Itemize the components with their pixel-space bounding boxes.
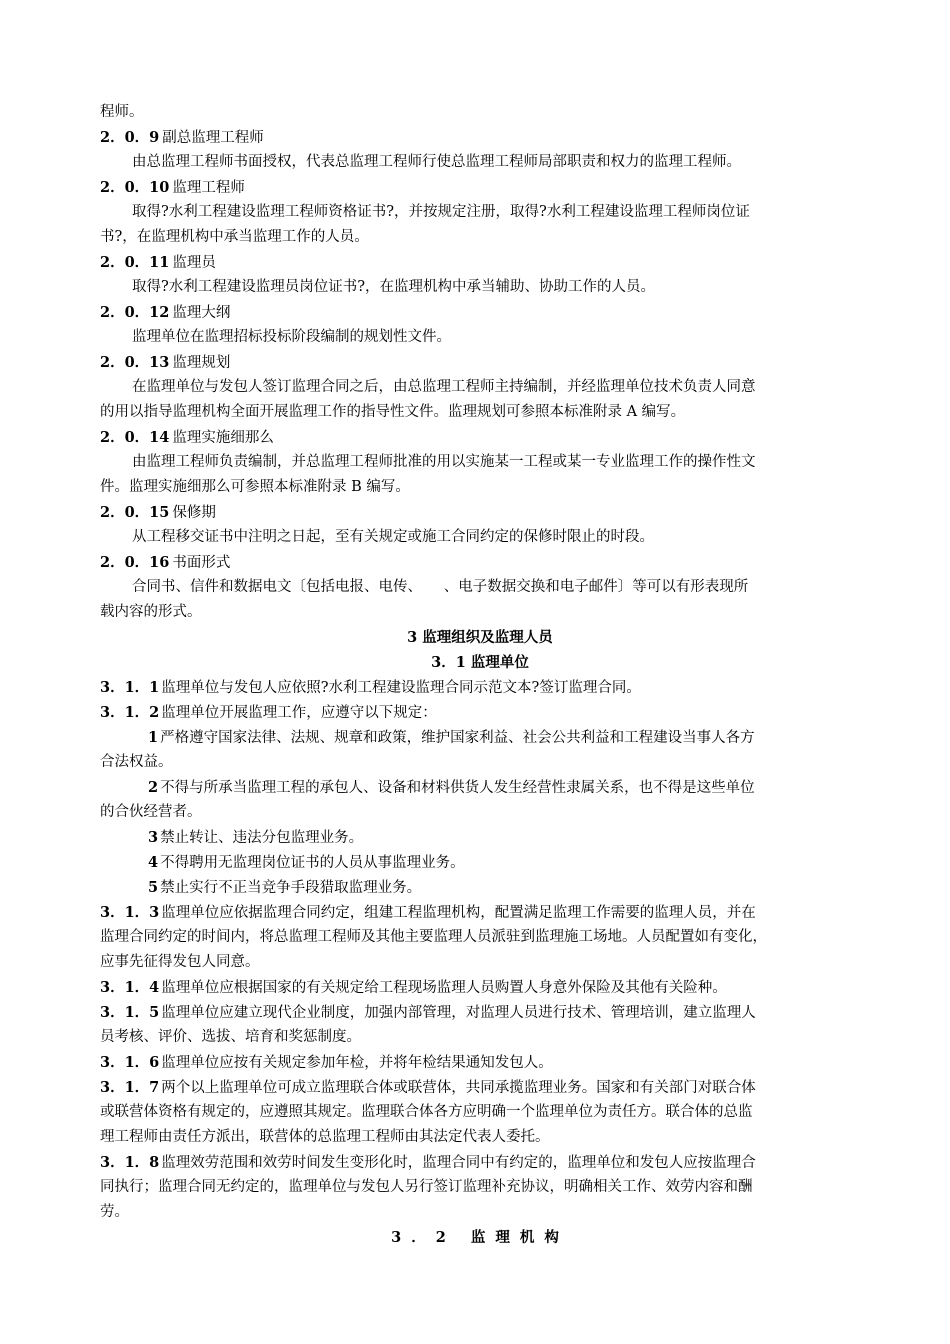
text-line: 的用以指导监理机构全面开展监理工作的指导性文件。监理规划可参照本标准附录 A 编写。 xyxy=(100,404,686,420)
list-item xyxy=(100,725,860,775)
item-text: 严格遵守国家法律、法规、规章和政策，维护国家利益、社会公共利益和工程建设当事人各方 xyxy=(160,730,755,746)
clause-heading xyxy=(100,175,860,200)
text-line: 书?，在监理机构中承当监理工作的人员。 xyxy=(100,229,369,245)
section-title: 3．1 监理单位 xyxy=(431,654,529,671)
clause-number: 3．1．6 xyxy=(100,1054,160,1071)
clause-body xyxy=(100,200,860,250)
clause-number: 2．0．16 xyxy=(100,554,170,571)
clause xyxy=(100,675,860,700)
clause-body xyxy=(100,275,860,300)
clause-heading xyxy=(100,250,860,275)
clause-text: 监理单位应依据监理合同约定，组建工程监理机构，配置满足监理工作需要的监理人员，并在 xyxy=(161,905,756,921)
item-number: 3 xyxy=(148,829,159,846)
item-text: 禁止实行不正当竞争手段猎取监理业务。 xyxy=(160,880,422,896)
text-line: 由总监理工程师书面授权，代表总监理工程师行使总监理工程师局部职责和权力的监理工程师。 xyxy=(132,154,741,170)
text-line: 在监理单位与发包人签订监理合同之后，由总监理工程师主持编制，并经监理单位技术负责人同意 xyxy=(132,379,756,395)
text-line: 同执行；监理合同无约定的，监理单位与发包人另行签订监理补充协议，明确相关工作、效劳内容和酬 xyxy=(100,1179,753,1195)
text-line: 或联营体资格有规定的，应遵照其规定。监理联合体各方应明确一个监理单位为责任方。联合体的总监 xyxy=(100,1104,753,1120)
text-line: 监理合同约定的时间内，将总监理工程师及其他主要监理人员派驻到监理施工场地。人员配置如有变化， xyxy=(100,929,767,945)
chapter-title: 3 监理组织及监理人员 xyxy=(407,629,553,646)
clause xyxy=(100,975,860,1000)
item-number: 2 xyxy=(148,779,159,796)
list-item xyxy=(100,825,860,850)
text-line: 取得?水利工程建设监理工程师资格证书?，并按规定注册，取得?水利工程建设监理工程师岗位证 xyxy=(132,204,750,220)
clause-heading xyxy=(100,350,860,375)
text-line: 应事先征得发包人同意。 xyxy=(100,954,260,970)
clause-number: 2．0．15 xyxy=(100,504,170,521)
text-line: 劳。 xyxy=(100,1204,129,1220)
item-text: 禁止转让、违法分包监理业务。 xyxy=(160,830,364,846)
clause-heading xyxy=(100,125,860,150)
clause xyxy=(100,1150,860,1175)
clause-number: 2．0．10 xyxy=(100,179,170,196)
clause xyxy=(100,1050,860,1075)
clause-heading xyxy=(100,500,860,525)
text-line: 程师。 xyxy=(100,104,144,120)
clause-number: 3．1．4 xyxy=(100,979,160,996)
clause-title: 监理规划 xyxy=(172,355,231,371)
clause-title: 副总监理工程师 xyxy=(162,130,264,146)
clause-heading xyxy=(100,550,860,575)
clause-title: 监理大纲 xyxy=(172,305,231,321)
clause-number: 3．1．7 xyxy=(100,1079,160,1096)
list-item xyxy=(100,775,860,825)
document-page xyxy=(100,100,860,1250)
text-line: 理工程师由责任方派出，联营体的总监理工程师由其法定代表人委托。 xyxy=(100,1129,550,1145)
item-text: 不得聘用无监理岗位证书的人员从事监理业务。 xyxy=(160,855,465,871)
clause-number: 2．0．9 xyxy=(100,129,160,146)
clause xyxy=(100,900,860,925)
clause-text: 两个以上监理单位可成立监理联合体或联营体，共同承揽监理业务。国家和有关部门对联合体 xyxy=(161,1080,756,1096)
clause-title: 书面形式 xyxy=(172,555,231,571)
clause-body xyxy=(100,375,860,425)
clause-number: 2．0．14 xyxy=(100,429,170,446)
text-line: 取得?水利工程建设监理员岗位证书?，在监理机构中承当辅助、协助工作的人员。 xyxy=(132,279,656,295)
clause-number: 2．0．13 xyxy=(100,354,170,371)
clause-heading xyxy=(100,425,860,450)
section-title: 3．2 监理机构 xyxy=(391,1229,569,1246)
clause-text: 监理单位应建立现代企业制度，加强内部管理，对监理人员进行技术、管理培训，建立监理人 xyxy=(161,1005,756,1021)
clause-text: 监理效劳范围和效劳时间发生变形化时，监理合同中有约定的，监理单位和发包人应按监理合 xyxy=(161,1155,756,1171)
clause-number: 3．1．1 xyxy=(100,679,160,696)
clause-number: 2．0．12 xyxy=(100,304,170,321)
item-text: 不得与所承当监理工程的承包人、设备和材料供货人发生经营性隶属关系，也不得是这些单位 xyxy=(160,780,755,796)
clause-heading xyxy=(100,300,860,325)
clause xyxy=(100,1075,860,1100)
clause-text: 监理单位开展监理工作，应遵守以下规定： xyxy=(161,705,437,721)
clause-title: 监理工程师 xyxy=(172,180,245,196)
list-item xyxy=(100,850,860,875)
clause-number: 3．1．3 xyxy=(100,904,160,921)
clause xyxy=(100,700,860,725)
list-item xyxy=(100,875,860,900)
clause-body xyxy=(100,325,860,350)
text-line: 合同书、信件和数据电文〔包括电报、电传、 、电子数据交换和电子邮件〕等可以有形表现所 xyxy=(132,579,749,595)
clause-text: 监理单位应根据国家的有关规定给工程现场监理人员购置人身意外保险及其他有关险种。 xyxy=(161,980,727,996)
clause-number: 3．1．2 xyxy=(100,704,160,721)
item-number: 4 xyxy=(148,854,159,871)
clause-body xyxy=(100,450,860,500)
clause-text: 监理单位应按有关规定参加年检，并将年检结果通知发包人。 xyxy=(161,1055,553,1071)
clause-number: 2．0．11 xyxy=(100,254,170,271)
text-line: 由监理工程师负责编制，并总监理工程师批准的用以实施某一工程或某一专业监理工作的操作性文 xyxy=(132,454,756,470)
text-line: 的合伙经营者。 xyxy=(100,804,202,820)
clause-text: 监理单位与发包人应依照?水利工程建设监理合同示范文本?签订监理合同。 xyxy=(161,680,641,696)
text-line: 合法权益。 xyxy=(100,754,173,770)
clause-body xyxy=(100,150,860,175)
clause-body xyxy=(100,525,860,550)
clause xyxy=(100,1000,860,1025)
item-number: 1 xyxy=(148,729,159,746)
text-line: 载内容的形式。 xyxy=(100,604,202,620)
clause-number: 3．1．5 xyxy=(100,1004,160,1021)
clause-body xyxy=(100,575,860,625)
text-line: 员考核、评价、选拔、培育和奖惩制度。 xyxy=(100,1029,361,1045)
text-line: 件。监理实施细那么可参照本标准附录 B 编写。 xyxy=(100,479,410,495)
clause-title: 监理实施细那么 xyxy=(172,430,274,446)
text-line: 监理单位在监理招标投标阶段编制的规划性文件。 xyxy=(132,329,451,345)
item-number: 5 xyxy=(148,879,159,896)
clause-title: 监理员 xyxy=(172,255,216,271)
clause-title: 保修期 xyxy=(172,505,216,521)
clause-number: 3．1．8 xyxy=(100,1154,160,1171)
text-line: 从工程移交证书中注明之日起，至有关规定或施工合同约定的保修时限止的时段。 xyxy=(132,529,654,545)
